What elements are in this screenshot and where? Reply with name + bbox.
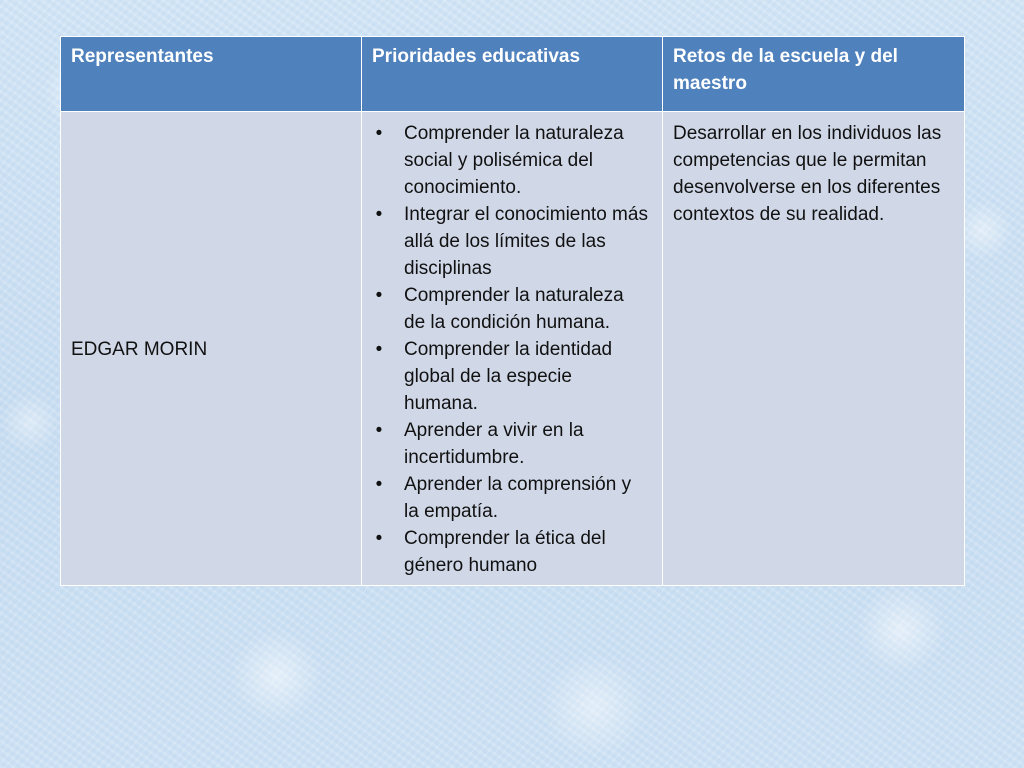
list-item <box>372 417 650 471</box>
bullet-icon: • <box>375 285 383 306</box>
list-item-text: Aprender la comprensión y la empatía. <box>404 474 632 522</box>
header-retos: Retos de la escuela y del maestro <box>663 37 965 112</box>
bullet-icon: • <box>375 528 383 549</box>
bullet-icon: • <box>375 204 383 225</box>
prioridades-list <box>372 120 650 579</box>
list-item-text: Comprender la naturaleza social y polisémica del conocimiento. <box>404 123 624 198</box>
list-item <box>372 282 650 336</box>
header-representantes: Representantes <box>61 37 362 112</box>
cell-prioridades <box>362 112 663 586</box>
bullet-icon: • <box>375 474 383 495</box>
table-header-row <box>61 37 965 112</box>
education-table-container <box>60 36 964 576</box>
list-item-text: Comprender la identidad global de la especie humana. <box>404 339 613 414</box>
bullet-icon: • <box>375 420 383 441</box>
bullet-icon: • <box>375 339 383 360</box>
education-table <box>60 36 965 586</box>
header-prioridades: Prioridades educativas <box>362 37 663 112</box>
list-item-text: Integrar el conocimiento más allá de los límites de las disciplinas <box>404 204 648 279</box>
list-item <box>372 336 650 417</box>
cell-retos: Desarrollar en los individuos las competencias que le permitan desenvolverse en los diferentes contextos de su realidad. <box>663 112 965 586</box>
list-item-text: Comprender la naturaleza de la condición humana. <box>404 285 624 333</box>
list-item <box>372 471 650 525</box>
bullet-icon: • <box>375 123 383 144</box>
list-item-text: Comprender la ética del género humano <box>404 528 606 576</box>
cell-representante: EDGAR MORIN <box>61 112 362 586</box>
list-item-text: Aprender a vivir en la incertidumbre. <box>404 420 584 468</box>
list-item <box>372 120 650 201</box>
list-item <box>372 201 650 282</box>
list-item <box>372 525 650 579</box>
table-row <box>61 112 965 586</box>
